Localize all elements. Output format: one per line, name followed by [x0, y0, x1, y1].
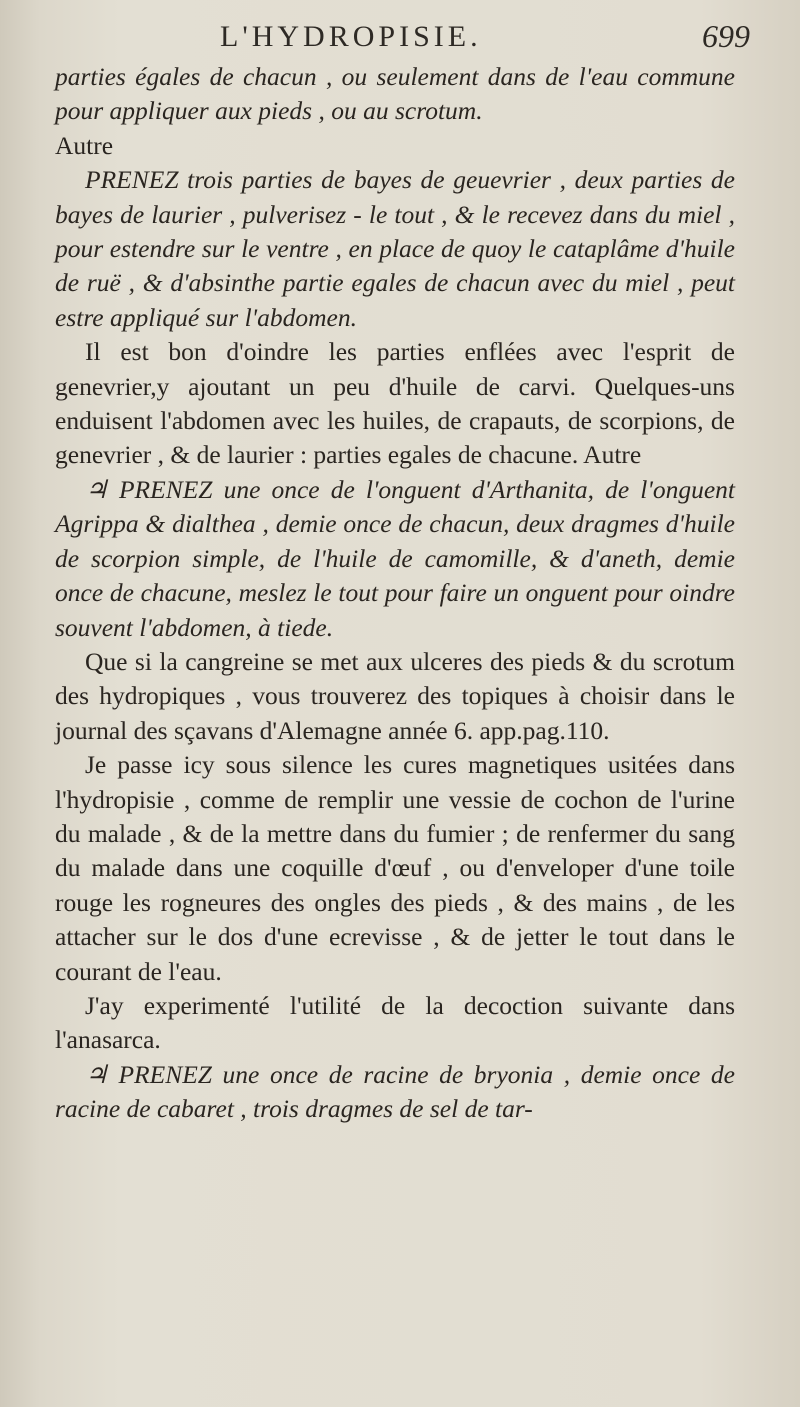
paragraph-4: Je passe icy sous silence les cures magnetiques usitées dans l'hydropisie , comme de remplir une vessie de cochon de l'urine du malade , & de la mettre dans du fumier ; de renfermer du sang du malade dans une coquille d'œuf , ou d'enveloper d'une toile rouge les rogneures des ongles des pieds , & des mains , de les attacher sur le dos d'une ecrevisse , & de jetter le tout dans le courant de l'eau. [55, 750, 735, 986]
paragraph-2: Il est bon d'oindre les parties enflées avec l'esprit de genevrier,y ajoutant un peu d'huile de carvi. Quelques-uns enduisent l'abdomen avec les huiles, de crapauts, de scorpions, de genevrier , & de laurier : parties egales de chacune. Autre [55, 337, 735, 470]
page-number: 699 [702, 18, 750, 54]
running-title: L'HYDROPISIE. [220, 20, 482, 53]
paragraph-3: Que si la cangreine se met aux ulceres des pieds & du scrotum des hydropiques , vous trouverez des topiques à choisir dans le journal des sçavans d'Alemagne année 6. app.pag.110. [55, 646, 735, 745]
paragraph-recipe-3: ♃ PRENEZ une once de racine de bryonia , demie once de racine de cabaret , trois dragmes de sel de tar- [55, 1059, 735, 1124]
paragraph-1: parties égales de chacun , ou seulement dans de l'eau commune pour appliquer aux pieds , ou au scrotum. [55, 62, 735, 126]
paragraph-recipe-2: ♃ PRENEZ une once de l'onguent d'Arthanita, de l'onguent Agrippa & dialthea , demie once de chacun, deux dragmes d'huile de scorpion simple, de l'huile de camomille, & d'aneth, demie once de chacune, meslez le tout pour faire un onguent pour oindre souvent l'abdomen, à tiede. [55, 474, 735, 642]
paragraph-recipe-1: PRENEZ trois parties de bayes de geuevrier , deux parties de bayes de laurier , pulverisez - le tout , & le recevez dans du miel , pour estendre sur le ventre , en place de quoy le cataplâme d'huile de ruë , & d'absinthe partie egales de chacun avec du miel , peut estre appliqué sur l'abdomen. [55, 165, 735, 332]
body-text [55, 60, 735, 1127]
paragraph-autre-1: Autre [55, 130, 114, 160]
paragraph-5: J'ay experimenté l'utilité de la decoction suivante dans l'anasarca. [55, 990, 735, 1055]
running-head [60, 18, 750, 60]
